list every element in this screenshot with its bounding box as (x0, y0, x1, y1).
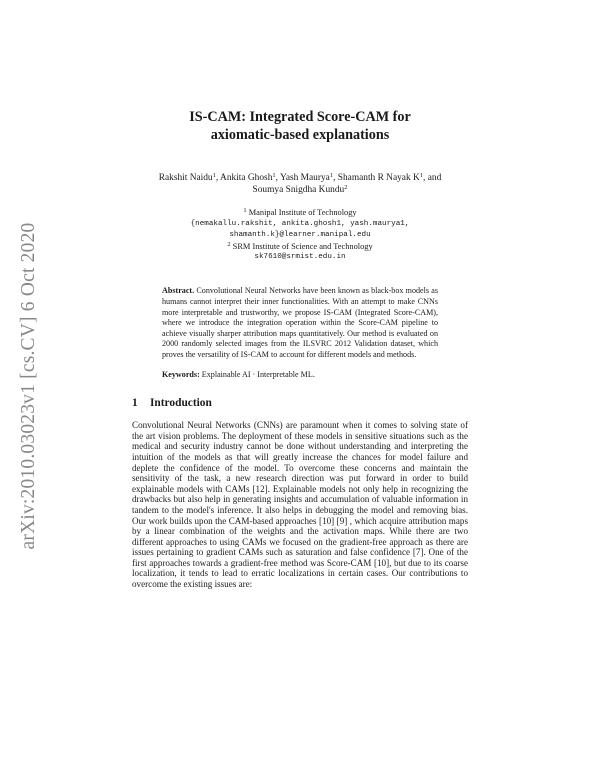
paper-page (132, 100, 468, 590)
title-line-2: axiomatic-based explanations (210, 127, 390, 143)
authors-line-2 (132, 184, 468, 196)
affil-marker: 2 (344, 184, 348, 192)
section-number: 1 (132, 397, 138, 410)
keywords (162, 370, 438, 381)
affil-marker: 1 (243, 207, 247, 215)
paper-title (132, 108, 468, 144)
affil-marker: 1 (272, 172, 276, 179)
affiliation-1 (132, 207, 468, 218)
title-line-1: IS-CAM: Integrated Score-CAM for (189, 109, 411, 125)
abstract (162, 286, 438, 360)
author-2: Ankita Ghosh (220, 173, 273, 183)
author-list (132, 172, 468, 196)
author-conjunction: and (427, 173, 442, 183)
author-5: Soumya Snigdha Kundu (252, 185, 345, 196)
institution-2: SRM Institute of Science and Technology (232, 242, 373, 252)
affiliations (132, 207, 468, 263)
affil-marker: 1 (212, 172, 216, 179)
institution-1: Manipal Institute of Technology (248, 208, 357, 218)
arxiv-identifier-stamp (18, 0, 39, 776)
abstract-label: Abstract. (162, 286, 195, 296)
email-2: sk7610@srmist.edu.in (254, 253, 346, 262)
arxiv-stamp-text: arXiv:2010.03023v1 [cs.CV] 6 Oct 2020 (18, 222, 39, 550)
affil-marker: 1 (419, 172, 424, 179)
keywords-label: Keywords: (162, 369, 200, 379)
author-4: Shamanth R Nayak K (337, 173, 420, 183)
affil-marker: 2 (227, 241, 231, 249)
intro-paragraph: Convolutional Neural Networks (CNNs) are paramount when it comes to solving state of the art vision problems. The deployment of these models in sensitive situations such as the medical and security industry cannot be done without understanding and interpreting the intuition of the models as that will greatly increase the chances for model failure and deplete the confidence of the model. To overcome these concerns and maintain the sensitivity of the task, a new research direction was put forward in order to build explainable models with CAMs [12]. Explainable models not only help in recognizing the drawbacks but also help in generating insights and accumulation of valuable information in tandem to the model's inference. It also helps in debugging the model and removing bias. Our work builds upon the CAM-based approaches [10] [9] , which acquire attribution maps by a linear combination of the weights and the activation maps. While there are two different approaches to using CAMs we focused on the gradient-free approach as there are issues pertaining to gradient CAMs such as saturation and false confidence [7]. One of the first approaches towards a gradient-free method was Score-CAM [10], but due to its coarse localization, it tends to lead to erratic localizations in certain cases. Our contributions to overcome the existing issues are: (132, 420, 468, 590)
emails-1a: {nemakallu.rakshit, ankita.ghosh1, yash.maurya1, (190, 219, 410, 228)
keywords-text: Explainable AI · Interpretable ML. (201, 369, 315, 379)
authors-line-1: Rakshit Naidu$^1$, Ankita Ghosh$^1$, Yash Maurya$^1$, Shamanth R Nayak $K^1$, and (158, 172, 442, 183)
author-3: Yash Maurya (279, 173, 330, 183)
abstract-text: Convolutional Neural Networks have been known as black-box models as humans cannot interpret their inner functionalities. With an attempt to make CNNs more interpretable and trustworthy, we propose IS-CAM (Integrated Score-CAM), where we introduce the integration operation within the Score-CAM pipeline to achieve visually sharper attribution maps quantitatively. Our method is evaluated on 2000 randomly selected images from the ILSVRC 2012 Validation dataset, which proves the versatility of IS-CAM to account for different models and methods. (162, 286, 438, 359)
section-title: Introduction (150, 397, 212, 410)
affiliation-2 (132, 241, 468, 252)
author-1: Rakshit Naidu (158, 173, 213, 183)
affil-marker: 1 (329, 172, 334, 179)
emails-1b: shamanth.k}@learner.manipal.edu (229, 230, 371, 239)
section-heading (132, 396, 468, 410)
